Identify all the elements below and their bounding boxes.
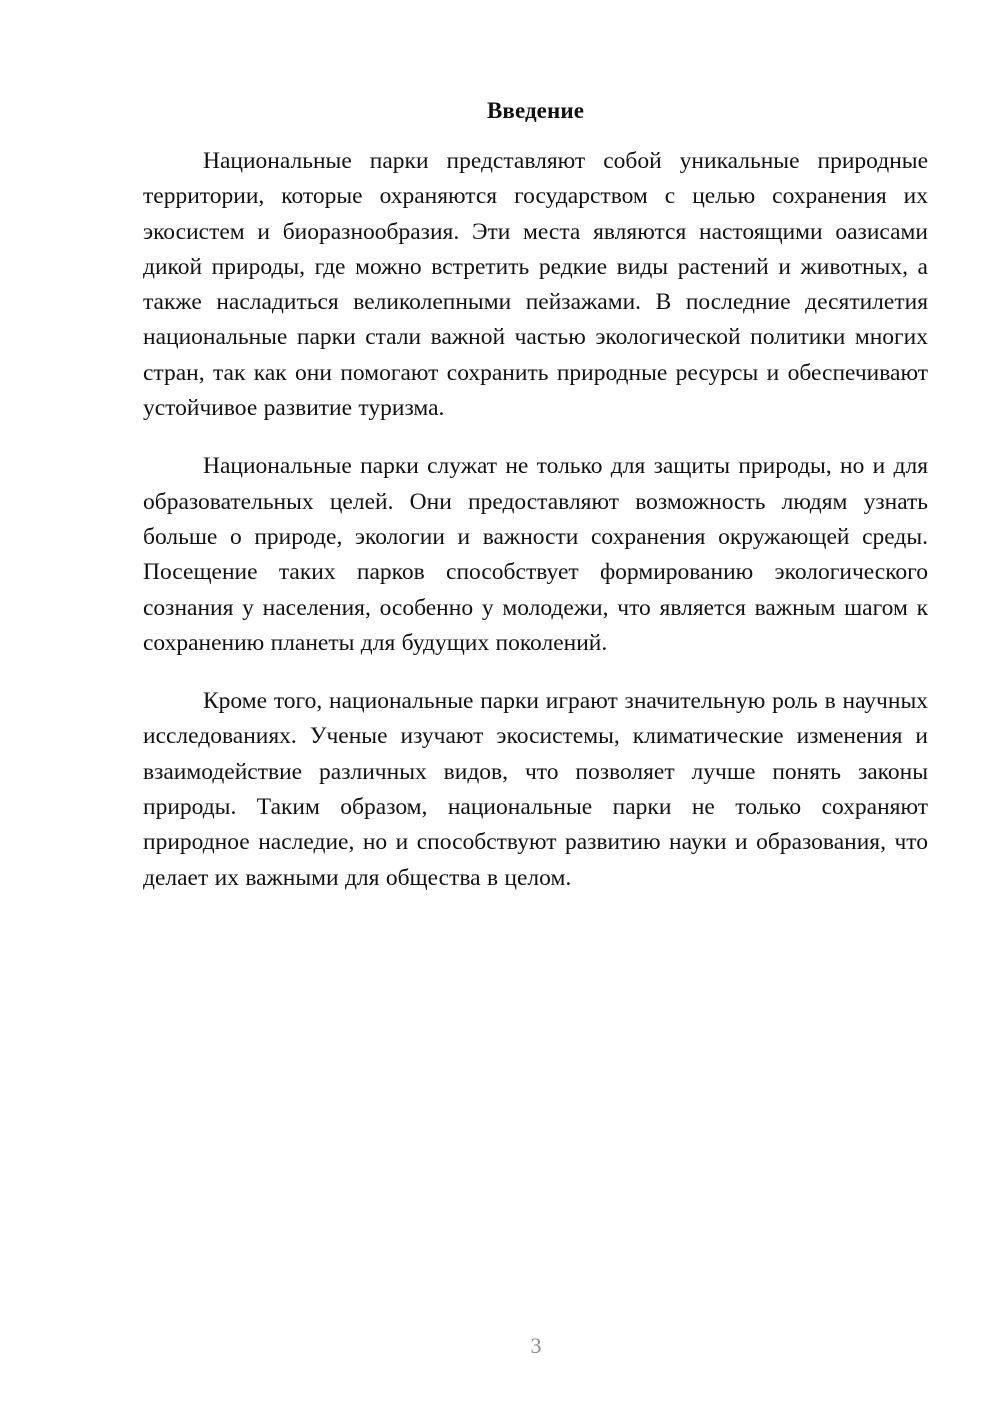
paragraph-1: Национальные парки представляют собой уникальные природные территории, которые охраняются государством с целью сохранения их экосистем и биоразнообразия. Эти места являются настоящими оазисами дикой природы, где можно встретить редкие виды растений и животных, а также насладиться великолепными пейзажами. В последние десятилетия национальные парки стали важной частью экологической политики многих стран, так как они помогают сохранить природные ресурсы и обеспечивают устойчивое развитие туризма. xyxy=(143,148,928,422)
page-number: 3 xyxy=(530,1333,542,1358)
page-content xyxy=(143,96,928,919)
paragraph-3: Кроме того, национальные парки играют значительную роль в научных исследованиях. Ученые изучают экосистемы, климатические изменения и взаимодействие различных видов, что позволяет лучше понять законы природы. Таким образом, национальные парки не только сохраняют природное наследие, но и способствуют развитию науки и образования, что делает их важными для общества в целом. xyxy=(143,688,928,891)
page-title: Введение xyxy=(486,98,585,123)
paragraph-2: Национальные парки служат не только для защиты природы, но и для образовательных целей. Они предоставляют возможность людям узнать больше о природе, экологии и важности сохранения окружающей среды. Посещение таких парков способствует формированию экологического сознания у населения, особенно у молодежи, что является важным шагом к сохранению планеты для будущих поколений. xyxy=(143,453,928,656)
